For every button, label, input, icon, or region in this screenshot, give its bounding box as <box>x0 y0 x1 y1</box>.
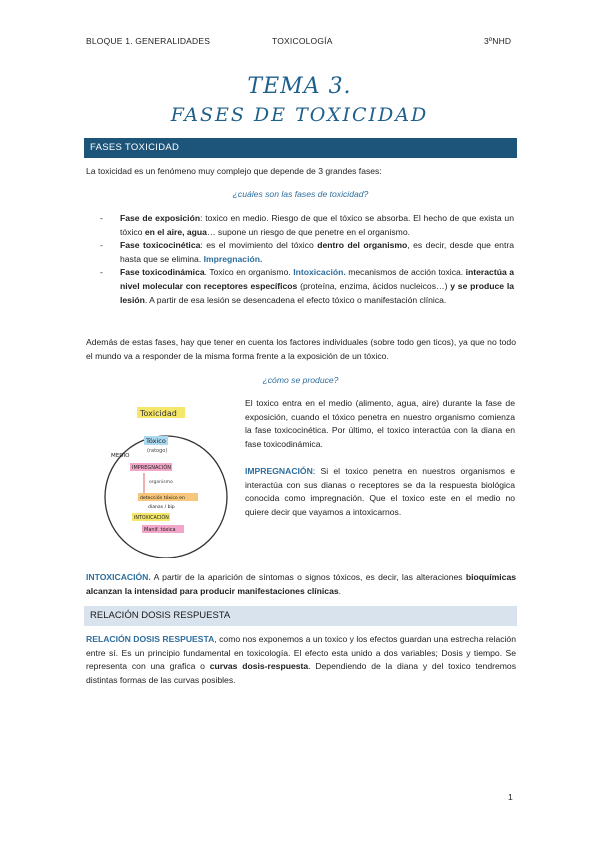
diagram-side-text: El toxico entra en el medio (alimento, agua, aire) durante la fase de exposición, cuando el tóxico penetra en nuestro organismo comienza la fase toxicocinética. Por último, el toxico interactúa con la diana en fase toxicodinámica. <box>245 398 515 449</box>
diagram-toxico-sub: (ratogo) <box>147 448 168 454</box>
list-item: - Fase toxicocinética: es el movimiento del tóxico dentro del organismo, es decir, desde que entra hasta que se elimina. Impregnación. <box>100 240 514 264</box>
page-subtitle: FASES DE TOXICIDAD <box>170 104 429 126</box>
diagram-toxico: Tóxico <box>146 437 166 445</box>
page-title: TEMA 3. <box>247 74 352 99</box>
diagram-medio: MEDIO <box>111 453 130 459</box>
section-bar-dosis: RELACIÓN DOSIS RESPUESTA <box>84 606 517 626</box>
individual-factors-text: Además de estas fases, hay que tener en cuenta los factores individuales (sobre todo gen ticos), ya que no todo el mundo va a responder de la misma forma frente a la exposición de un tóxico. <box>86 337 516 361</box>
diagram-organismo: organismo <box>149 480 173 485</box>
question-fases: ¿cuáles son las fases de toxicidad? <box>232 189 369 199</box>
diagram-deteccion-2: dianas / bip <box>148 505 175 510</box>
impregnacion-paragraph: IMPREGNACIÓN: Si el toxico penetra en nuestros organismos e interactúa con sus dianas o receptores se da la respuesta biológica conocida como impregnación. Que el toxico este en el medio no quiere decir que vayamos a intoxicarnos. <box>245 466 515 517</box>
diagram-intoxicacion: INTOXICACIÓN <box>134 516 169 521</box>
header-center: TOXICOLOGÍA <box>272 36 333 46</box>
fases-list <box>100 212 514 307</box>
toxicidad-diagram <box>96 398 236 558</box>
section-bar-fases: FASES TOXICIDAD <box>84 138 517 158</box>
intro-text: La toxicidad es un fenómeno muy complejo que depende de 3 grandes fases: <box>86 166 382 176</box>
diagram-impregnacion: IMPREGNACIÓN <box>132 465 172 471</box>
diagram-manif: Manif. tóxica <box>144 527 176 533</box>
intoxicacion-paragraph: INTOXICACIÓN. A partir de la aparición de síntomas o signos tóxicos, es decir, las alteraciones bioquímicas alcanzan la intensidad para producir manifestaciones clínicas. <box>86 572 516 596</box>
list-item: - Fase de exposición: toxico en medio. Riesgo de que el tóxico se absorba. El hecho de que exista un tóxico en el aire, agua… supone un riesgo de que penetre en el organismo. <box>100 213 514 237</box>
header-left: BLOQUE 1. GENERALIDADES <box>86 36 211 46</box>
list-item: - Fase toxicodinámica. Toxico en organismo. Intoxicación. mecanismos de acción toxica. interactúa a nivel molecular con receptores específicos (proteína, enzima, ácidos nucleicos…) y se produce la lesión. A partir de esa lesión se desencadena el efecto tóxico o manifestación clínica. <box>100 267 514 305</box>
dosis-paragraph: RELACIÓN DOSIS RESPUESTA, como nos exponemos a un toxico y los efectos guardan una estrecha relación entre sí. Es un principio fundamental en toxicología. El efecto esta unido a dos variables; Dosis y tiempo. Se representa con una grafica o curvas dosis-respuesta. Dependiendo de la diana y del toxico tendremos distintas formas de las curvas posibles. <box>86 634 516 685</box>
diagram-title: Toxicidad <box>140 409 177 418</box>
page-number: 1 <box>508 792 513 802</box>
diagram-deteccion-1: detección tóxico en <box>140 496 185 501</box>
question-como: ¿cómo se produce? <box>262 375 339 385</box>
header-right: 3ºNHD <box>484 36 512 46</box>
